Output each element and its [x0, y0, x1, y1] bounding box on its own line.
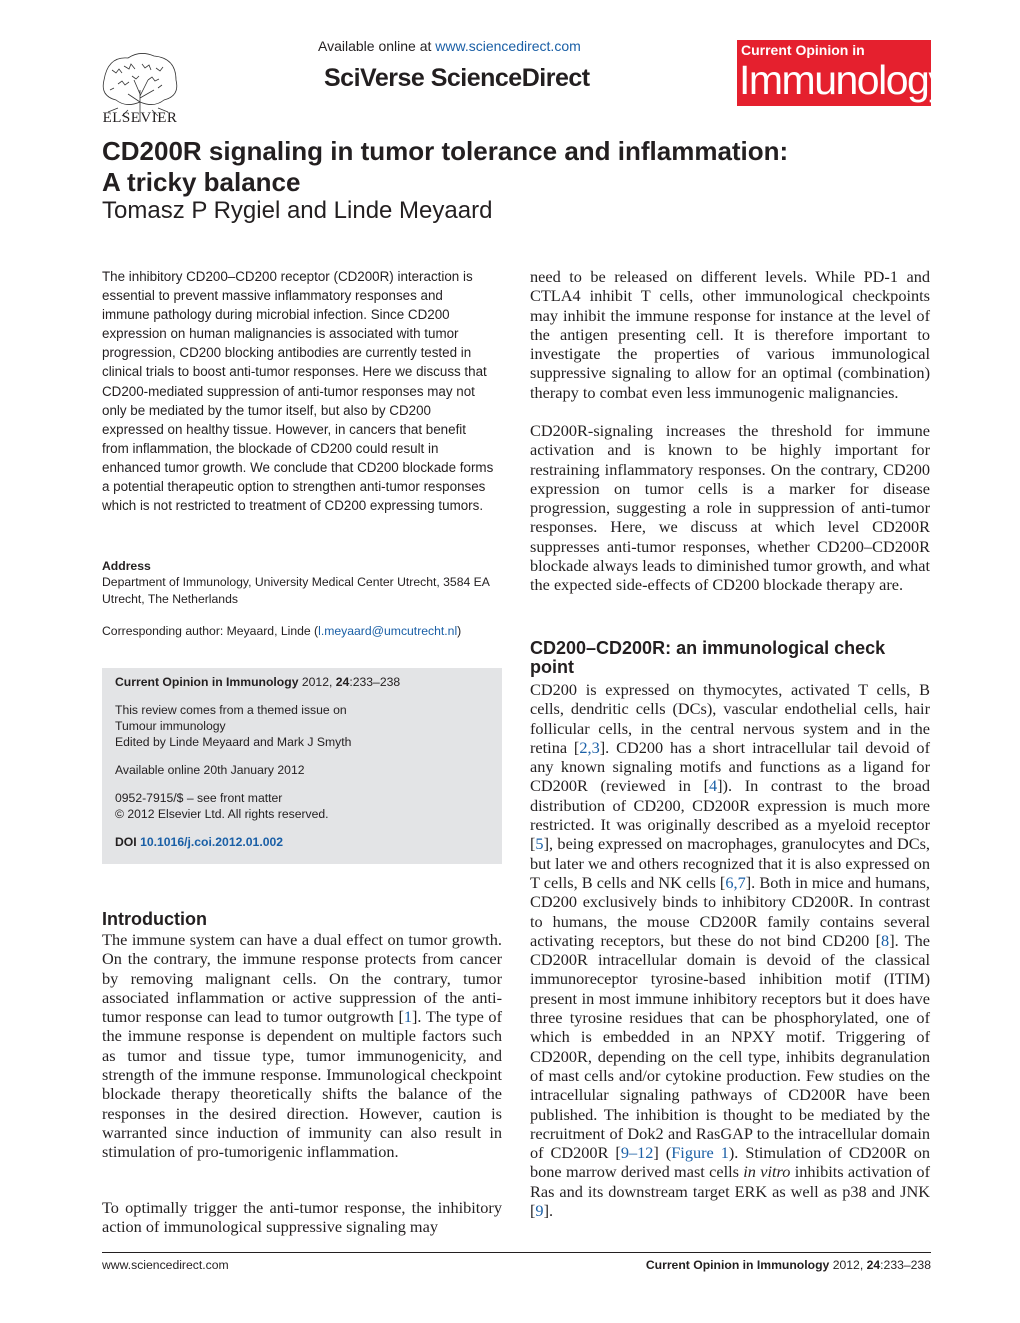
- corresponding-prefix: Corresponding author: Meyaard, Linde (: [102, 624, 319, 639]
- article-info-box: [102, 668, 502, 864]
- introduction-heading: Introduction: [102, 909, 207, 929]
- journal-logo: [737, 40, 948, 106]
- footer-divider: [102, 1252, 931, 1253]
- info-issn: 0952-7915/$ – see front matter: [115, 791, 283, 805]
- text-run: ]). In contrast to the broad distribution of CD200, CD200R expression is much more restricted. It was originally described as a myeloid receptor [: [530, 776, 930, 854]
- text-run: ]. Both in mice and humans, CD200 exclusively binds to inhibitory CD200R. In contrast to humans, the mouse CD200R family contains several activating receptors, but these do not bind CD200 [: [530, 872, 930, 950]
- right-paragraph-3: [530, 680, 930, 1220]
- footer-pages: :233–238: [880, 1258, 931, 1272]
- text-run: CD200 is expressed on thymocytes, activated T cells, B cells, dendritic cells (DCs), vascular endothelial cells, hair follicular cells, in the central nervous system and in the retina [: [530, 680, 930, 757]
- reference-link[interactable]: 1: [403, 1007, 413, 1027]
- right-paragraph-1: need to be released on different levels. While PD-1 and CTLA4 inhibit T cells, other immunological checkpoints may inhibit the immune response for instance at the level of the antigen presenting cell. It is therefore important to investigate the properties of various immunological suppressive signaling to allow for an optimal (combination) therapy to combat even less immunogenic malignancies.: [530, 267, 930, 402]
- info-themed-line1: This review comes from a themed issue on: [115, 703, 347, 717]
- article-title-line2: A tricky balance: [102, 167, 301, 197]
- available-prefix: Available online at: [318, 38, 432, 54]
- journal-logo-top: Current Opinion in: [741, 42, 865, 58]
- info-themed-line2: Tumour immunology: [115, 719, 226, 733]
- reference-link[interactable]: 8: [881, 930, 890, 950]
- text-run: ] (: [653, 1143, 672, 1163]
- section-heading-checkpoint: CD200–CD200R: an immunological check point: [530, 638, 886, 677]
- footer-citation: [646, 1258, 931, 1272]
- footer-journal: Current Opinion in Immunology: [645, 1258, 830, 1272]
- info-themed-line3: Edited by Linde Meyaard and Mark J Smyth: [115, 735, 352, 749]
- reference-link[interactable]: 4: [709, 776, 718, 796]
- text-run: ]. The CD200R intracellular domain is devoid of the classical immunoreceptor tyrosine-based inhibition motif (ITIM) present in most immune inhibitory receptors but it does have three tyrosine residues that can be phosphorylated, one of which is embedded in an NPXY motif. Triggering of CD200R, depending on the cell type, inhibits degranulation of mast cells and/or cytokine production. Few studies on the intracellular signaling pathways of CD200R have been published. The inhibition is thought to be mediated by the recruitment of Dok2 and RasGAP to the intracellular domain of CD200R [: [530, 930, 930, 1163]
- reference-link[interactable]: 6,7: [725, 872, 746, 892]
- text-run: ). Stimulation of CD200R on bone marrow derived mast cells: [530, 1143, 930, 1182]
- article-title-line1: CD200R signaling in tumor tolerance and inflammation:: [102, 136, 789, 166]
- figure-link[interactable]: Figure 1: [671, 1143, 729, 1163]
- address-text: Department of Immunology, University Medical Center Utrecht, 3584 EA Utrecht, The Netherlands: [102, 575, 490, 606]
- info-year: 2012,: [301, 675, 333, 689]
- platform-wordmark: SciVerse ScienceDirect: [324, 64, 590, 92]
- introduction-paragraph-2: To optimally trigger the anti-tumor response, the inhibitory action of immunological suppressive signaling may: [102, 1198, 502, 1237]
- corresponding-suffix: ): [457, 624, 462, 639]
- italic-term: in vitro: [743, 1162, 791, 1182]
- text-run: ]. CD200 has a short intracellular tail devoid of any known signaling motifs and functions as a ligand for CD200R (reviewed in [: [530, 737, 930, 796]
- article-title: [102, 136, 882, 198]
- info-volume: 24: [335, 675, 350, 689]
- info-doi: [115, 834, 495, 850]
- abstract-text: The inhibitory CD200–CD200 receptor (CD200R) interaction is essential to prevent massive inflammatory responses and immune pathology during microbial infection. Since CD200 expression on human malignancies is associated with tumor progression, CD200 blocking antibodies are currently tested in clinical trials to boost anti-tumor responses. Here we discuss that CD200-mediated suppression of anti-tumor responses may not only be mediated by the tumor itself, but also by CD200 expressed on healthy tissue. However, in cancers that benefit from inflammation, the blockade of CD200 could result in enhanced tumor growth. We conclude that CD200 blockade forms a potential therapeutic option to strengthen anti-tumor responses which is not restricted to treatment of CD200 expressing tumors.: [102, 269, 494, 514]
- reference-link[interactable]: 9: [535, 1201, 544, 1221]
- reference-link[interactable]: 5: [535, 834, 544, 854]
- reference-link[interactable]: 9–12: [620, 1143, 654, 1163]
- info-copyright: © 2012 Elsevier Ltd. All rights reserved.: [115, 807, 329, 821]
- info-journal: Current Opinion in Immunology: [115, 675, 299, 689]
- journal-logo-main: Immunology: [739, 57, 948, 103]
- publisher-name: ELSEVIER: [102, 110, 178, 126]
- text-run: ].: [543, 1201, 554, 1221]
- footer-year: 2012,: [832, 1258, 864, 1272]
- info-citation: [115, 674, 495, 690]
- sciencedirect-link[interactable]: www.sciencedirect.com: [435, 38, 581, 54]
- corresponding-email-link[interactable]: l.meyaard@umcutrecht.nl: [318, 624, 458, 639]
- text-run: ]. The type of the immune response is dependent on multiple factors such as tumor and tissue type, tumor immunogenicity, and strength of the immune response. Immunological checkpoint blockade therapy theoretically shifts the balance of the responses in the desired direction. However, caution is warranted since induction of immunity can also result in stimulation of pro-tumorigenic inflammation.: [102, 1007, 502, 1162]
- available-online-line: [318, 38, 581, 54]
- right-paragraph-2: CD200R-signaling increases the threshold for immune activation and is known to be highly important for restraining inflammatory responses. On the contrary, CD200 expression on tumor cells is a marker for disease progression, suggesting a role in suppression of anti-tumor responses. Here, we discuss at which level CD200R suppresses anti-tumor responses, whether CD200–CD200R blockade always leads to diminished tumor growth, and what the expected side-effects of CD200 blockade therapy are.: [530, 421, 930, 595]
- text-run: ], being expressed on macrophages, granulocytes and DCs, but later we and others recognized that it is also expressed on T cells, B cells and NK cells [: [530, 834, 930, 892]
- info-doi-link[interactable]: 10.1016/j.coi.2012.01.002: [140, 835, 284, 849]
- info-pages: :233–238: [349, 675, 401, 689]
- address-heading: Address: [102, 559, 151, 573]
- footer-website[interactable]: www.sciencedirect.com: [102, 1258, 229, 1272]
- address-block: [102, 558, 507, 640]
- introduction-paragraph-1: [102, 930, 502, 1162]
- corresponding-author: [102, 623, 507, 639]
- info-available-online: Available online 20th January 2012: [115, 763, 305, 777]
- text-run: The immune system can have a dual effect on tumor growth. On the contrary, the immune response protects from cancer by removing malignant cells. On the contrary, tumor associated inflammation or active suppression of the anti-tumor response can lead to tumor outgrowth [: [102, 930, 502, 1027]
- footer-volume: 24: [866, 1258, 881, 1272]
- info-doi-label: DOI: [115, 835, 137, 849]
- text-run: inhibits activation of Ras and its downstream target ERK as well as p38 and JNK [: [530, 1162, 930, 1221]
- reference-link[interactable]: 2,3: [579, 737, 600, 757]
- article-authors: Tomasz P Rygiel and Linde Meyaard: [102, 197, 493, 224]
